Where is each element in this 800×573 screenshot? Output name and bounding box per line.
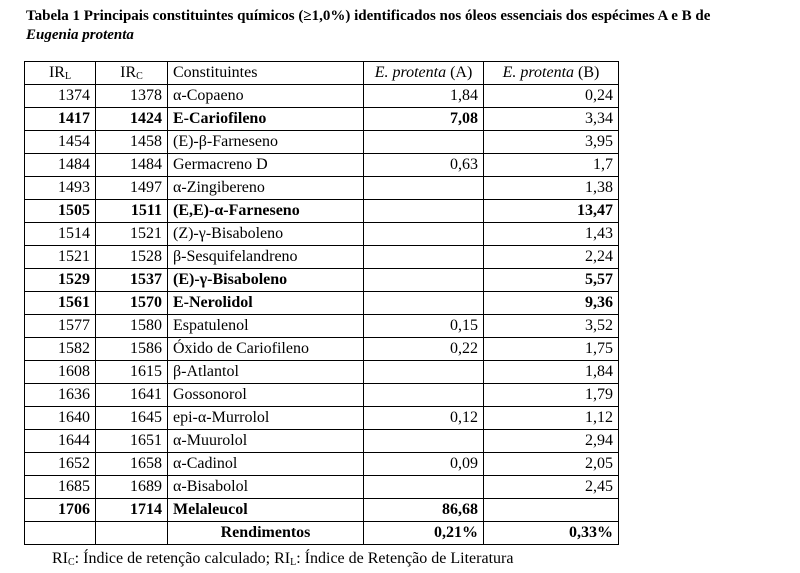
header-sample-b: E. protenta (B) bbox=[484, 62, 619, 85]
table-row bbox=[25, 384, 619, 407]
cell-irl: 1514 bbox=[25, 223, 96, 246]
header-irl: $IR_L$ bbox=[25, 62, 96, 85]
yield-sample-b: 0,33% bbox=[484, 522, 619, 545]
cell-sample-a: 86,68 bbox=[364, 499, 484, 522]
cell-sample-b: 1,12 bbox=[484, 407, 619, 430]
cell-irc: 1521 bbox=[96, 223, 168, 246]
cell-irl: 1529 bbox=[25, 269, 96, 292]
cell-irl: 1706 bbox=[25, 499, 96, 522]
table-row bbox=[25, 177, 619, 200]
cell-sample-a bbox=[364, 200, 484, 223]
cell-sample-a bbox=[364, 292, 484, 315]
cell-sample-b: 1,7 bbox=[484, 154, 619, 177]
table-row bbox=[25, 315, 619, 338]
cell-constituent: E-Nerolidol bbox=[168, 292, 364, 315]
cell-irc: 1424 bbox=[96, 108, 168, 131]
table-row bbox=[25, 200, 619, 223]
cell-irc: 1497 bbox=[96, 177, 168, 200]
cell-irc: 1615 bbox=[96, 361, 168, 384]
cell-constituent: Espatulenol bbox=[168, 315, 364, 338]
cell-irl: 1577 bbox=[25, 315, 96, 338]
cell-irc: 1570 bbox=[96, 292, 168, 315]
cell-sample-a: 1,84 bbox=[364, 85, 484, 108]
cell-constituent: Óxido de Cariofileno bbox=[168, 338, 364, 361]
cell-sample-a: 0,63 bbox=[364, 154, 484, 177]
table-caption bbox=[26, 7, 796, 45]
table-row bbox=[25, 269, 619, 292]
cell-sample-b: 2,05 bbox=[484, 453, 619, 476]
yield-label: Rendimentos bbox=[168, 522, 364, 545]
cell-empty bbox=[25, 522, 96, 545]
cell-sample-b: 3,52 bbox=[484, 315, 619, 338]
cell-irc: 1689 bbox=[96, 476, 168, 499]
table-row bbox=[25, 499, 619, 522]
table-row bbox=[25, 154, 619, 177]
cell-irl: 1521 bbox=[25, 246, 96, 269]
cell-irc: 1511 bbox=[96, 200, 168, 223]
cell-constituent: α-Bisabolol bbox=[168, 476, 364, 499]
cell-constituent: epi-α-Murrolol bbox=[168, 407, 364, 430]
cell-constituent: Germacreno D bbox=[168, 154, 364, 177]
cell-irl: 1454 bbox=[25, 131, 96, 154]
cell-irl: 1505 bbox=[25, 200, 96, 223]
caption-title: Tabela 1 Principais constituintes químicos (≥1,0%) identificados nos óleos essenciais dos espécimes A e B de bbox=[26, 8, 711, 24]
cell-irc: 1586 bbox=[96, 338, 168, 361]
cell-constituent: (E)-β-Farneseno bbox=[168, 131, 364, 154]
cell-sample-a bbox=[364, 361, 484, 384]
cell-irl: 1608 bbox=[25, 361, 96, 384]
table-row bbox=[25, 407, 619, 430]
cell-sample-b: 5,57 bbox=[484, 269, 619, 292]
cell-sample-a bbox=[364, 177, 484, 200]
cell-sample-b: 2,94 bbox=[484, 430, 619, 453]
cell-constituent: β-Sesquifelandreno bbox=[168, 246, 364, 269]
table-row bbox=[25, 361, 619, 384]
cell-constituent: Melaleucol bbox=[168, 499, 364, 522]
cell-constituent: E-Cariofileno bbox=[168, 108, 364, 131]
cell-sample-b: 1,75 bbox=[484, 338, 619, 361]
cell-sample-a: 0,09 bbox=[364, 453, 484, 476]
header-constituents: Constituintes bbox=[168, 62, 364, 85]
cell-irc: 1645 bbox=[96, 407, 168, 430]
cell-sample-b: 1,43 bbox=[484, 223, 619, 246]
cell-irl: 1636 bbox=[25, 384, 96, 407]
table-row bbox=[25, 85, 619, 108]
cell-sample-b: 13,47 bbox=[484, 200, 619, 223]
cell-sample-a bbox=[364, 476, 484, 499]
cell-constituent: (E,E)-α-Farneseno bbox=[168, 200, 364, 223]
cell-irc: 1651 bbox=[96, 430, 168, 453]
table-header-row bbox=[25, 62, 619, 85]
cell-sample-a bbox=[364, 384, 484, 407]
cell-irc: 1537 bbox=[96, 269, 168, 292]
cell-sample-b: 3,95 bbox=[484, 131, 619, 154]
cell-irl: 1484 bbox=[25, 154, 96, 177]
cell-empty bbox=[96, 522, 168, 545]
cell-sample-a: 7,08 bbox=[364, 108, 484, 131]
table-row bbox=[25, 223, 619, 246]
cell-sample-a bbox=[364, 269, 484, 292]
cell-sample-b: 2,45 bbox=[484, 476, 619, 499]
cell-sample-b: 2,24 bbox=[484, 246, 619, 269]
cell-irl: 1685 bbox=[25, 476, 96, 499]
table-row bbox=[25, 131, 619, 154]
cell-irl: 1493 bbox=[25, 177, 96, 200]
cell-constituent: α-Zingibereno bbox=[168, 177, 364, 200]
cell-irc: 1484 bbox=[96, 154, 168, 177]
cell-constituent: Gossonorol bbox=[168, 384, 364, 407]
header-sample-a: E. protenta (A) bbox=[364, 62, 484, 85]
cell-sample-b: 0,24 bbox=[484, 85, 619, 108]
cell-sample-a bbox=[364, 430, 484, 453]
table-row bbox=[25, 453, 619, 476]
cell-irl: 1640 bbox=[25, 407, 96, 430]
cell-irc: 1714 bbox=[96, 499, 168, 522]
cell-irl: 1644 bbox=[25, 430, 96, 453]
cell-sample-b: 1,84 bbox=[484, 361, 619, 384]
cell-irl: 1561 bbox=[25, 292, 96, 315]
cell-constituent: (E)-γ-Bisaboleno bbox=[168, 269, 364, 292]
table-row bbox=[25, 338, 619, 361]
yield-sample-a: 0,21% bbox=[364, 522, 484, 545]
cell-irc: 1378 bbox=[96, 85, 168, 108]
cell-irc: 1641 bbox=[96, 384, 168, 407]
cell-irl: 1582 bbox=[25, 338, 96, 361]
table-row bbox=[25, 476, 619, 499]
cell-constituent: β-Atlantol bbox=[168, 361, 364, 384]
cell-sample-b: 3,34 bbox=[484, 108, 619, 131]
cell-sample-b: 1,38 bbox=[484, 177, 619, 200]
cell-irl: 1652 bbox=[25, 453, 96, 476]
cell-sample-b: 9,36 bbox=[484, 292, 619, 315]
constituents-table bbox=[24, 61, 619, 545]
cell-sample-a: 0,22 bbox=[364, 338, 484, 361]
cell-irc: 1528 bbox=[96, 246, 168, 269]
cell-irc: 1580 bbox=[96, 315, 168, 338]
cell-constituent: (Z)-γ-Bisaboleno bbox=[168, 223, 364, 246]
cell-irc: 1458 bbox=[96, 131, 168, 154]
cell-irc: 1658 bbox=[96, 453, 168, 476]
cell-sample-a bbox=[364, 131, 484, 154]
header-irc: $IR_C$ bbox=[96, 62, 168, 85]
table-row bbox=[25, 108, 619, 131]
caption-species: Eugenia protenta bbox=[26, 27, 134, 43]
cell-sample-b bbox=[484, 499, 619, 522]
table-row bbox=[25, 246, 619, 269]
cell-irl: 1374 bbox=[25, 85, 96, 108]
table-row bbox=[25, 430, 619, 453]
cell-sample-a bbox=[364, 246, 484, 269]
cell-sample-a bbox=[364, 223, 484, 246]
table-row bbox=[25, 292, 619, 315]
cell-irl: 1417 bbox=[25, 108, 96, 131]
yield-row bbox=[25, 522, 619, 545]
cell-constituent: α-Cadinol bbox=[168, 453, 364, 476]
cell-constituent: α-Muurolol bbox=[168, 430, 364, 453]
cell-constituent: α-Copaeno bbox=[168, 85, 364, 108]
table-footnote: $RI_C$: Índice de retenção calculado; $RI_L$: Índice de Retenção de Literatura bbox=[52, 550, 514, 568]
cell-sample-a: 0,15 bbox=[364, 315, 484, 338]
cell-sample-b: 1,79 bbox=[484, 384, 619, 407]
cell-sample-a: 0,12 bbox=[364, 407, 484, 430]
